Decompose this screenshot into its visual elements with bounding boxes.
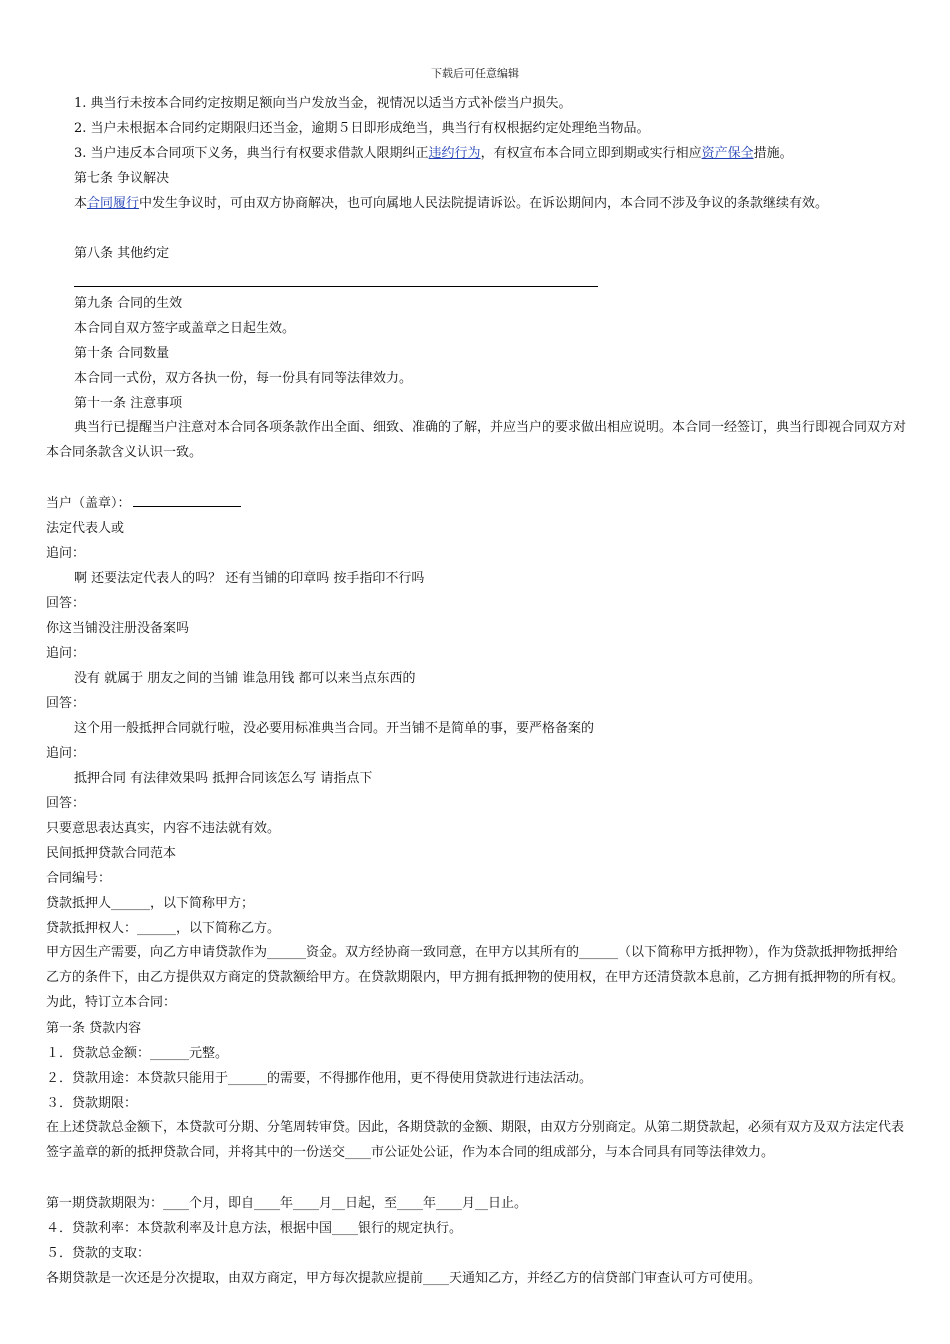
party-a: 贷款抵押人______，以下简称甲方； (46, 896, 255, 911)
section-7-title: 第七条 争议解决 (74, 171, 170, 186)
first-term: 第一期贷款期限为：____个月，即自____年____月__日起，至____年____月__日止。 (46, 1196, 528, 1211)
answer-label: 回答： (46, 796, 86, 811)
clause-line-2: 2. 当户未根据本合同约定期限归还当金，逾期５日即形成绝当，典当行有权根据约定处理绝当物品。 (74, 121, 650, 136)
fill-in-rule (74, 286, 598, 287)
asset-preservation-link[interactable]: 资产保全 (701, 146, 754, 161)
answer-text: 只要意思表达真实，内容不违法就有效。 (46, 821, 281, 836)
text-segment: 中发生争议时，可由双方协商解决，也可向属地人民法院提请诉讼。在诉讼期间内，本合同不涉及争议的条款继续有效。 (139, 196, 829, 211)
section-11-title: 第十一条 注意事项 (74, 396, 183, 411)
answer-text: 这个用一般抵押合同就行啦，没必要用标准典当合同。开当铺不是简单的事，要严格备案的 (74, 721, 595, 736)
legal-rep-label: 法定代表人或 (46, 521, 125, 536)
preamble-paragraph: 甲方因生产需要，向乙方申请贷款作为______资金。双方经协商一致同意，在甲方以其所有的______（以下简称甲方抵押物），作为贷款抵押物抵押给乙方的条件下，由乙方提供双方商定的贷款额给甲方。在贷款期限内，甲方拥有抵押物的使用权，在甲方还清贷款本息前，乙方拥有抵押物的所有权。为此，特订立本合同： (46, 945, 905, 1010)
answer-label: 回答： (46, 696, 86, 711)
interest-rate: ４．贷款利率：本贷款利率及计息方法，根据中国____银行的规定执行。 (46, 1221, 463, 1236)
answer-text: 你这当铺没注册没备案吗 (46, 621, 190, 636)
withdrawal-title: ５．贷款的支取： (46, 1246, 151, 1261)
section-8-title: 第八条 其他约定 (74, 246, 170, 261)
page-header: 下载后可任意编辑 (431, 67, 519, 80)
text-segment: 3. 当户违反本合同项下义务，典当行有权要求借款人限期纠正 (74, 146, 429, 161)
section-9-text: 本合同自双方签字或盖章之日起生效。 (74, 321, 296, 336)
section-7-text (74, 194, 828, 214)
signature-line (46, 494, 241, 514)
signature-label: 当户（盖章）： (46, 496, 131, 511)
contract-title: 民间抵押贷款合同范本 (46, 846, 177, 861)
withdrawal-text: 各期贷款是一次还是分次提取，由双方商定，甲方每次提款应提前____天通知乙方，并经乙方的信贷部门审查认可方可使用。 (46, 1271, 762, 1286)
text-segment: 措施。 (753, 146, 793, 161)
follow-up-text: 抵押合同 有法律效果吗 抵押合同该怎么写 请指点下 (74, 771, 373, 786)
follow-up-text: 啊 还要法定代表人的吗？ 还有当铺的印章吗 按手指印不行吗 (74, 571, 425, 586)
follow-up-label: 追问： (46, 746, 86, 761)
loan-amount: １．贷款总金额：______元整。 (46, 1046, 229, 1061)
section-10-title: 第十条 合同数量 (74, 346, 170, 361)
section-11-text: 典当行已提醒当户注意对本合同各项条款作出全面、细致、准确的了解，并应当户的要求做出相应说明。本合同一经签订，典当行即视合同双方对本合同条款含义认识一致。 (46, 420, 907, 460)
signature-blank (133, 494, 241, 507)
clause-line-3 (74, 144, 793, 164)
party-b: 贷款抵押权人：______，以下简称乙方。 (46, 921, 281, 936)
section-10-text: 本合同一式份，双方各执一份，每一份具有同等法律效力。 (74, 371, 413, 386)
text-segment: ，有权宣布本合同立即到期或实行相应 (480, 146, 702, 161)
loan-purpose: ２．贷款用途：本贷款只能用于______的需要，不得挪作他用，更不得使用贷款进行违法活动。 (46, 1071, 593, 1086)
clause-line-1: 1. 典当行未按本合同约定按期足额向当户发放当金，视情况以适当方式补偿当户损失。 (74, 96, 572, 111)
follow-up-text: 没有 就属于 朋友之间的当铺 谁急用钱 都可以来当点东西的 (74, 671, 416, 686)
follow-up-label: 追问： (46, 546, 86, 561)
article-1-title: 第一条 贷款内容 (46, 1021, 142, 1036)
answer-label: 回答： (46, 596, 86, 611)
contract-performance-link[interactable]: 合同履行 (87, 196, 140, 211)
loan-term-title: ３．贷款期限： (46, 1096, 138, 1111)
contract-number: 合同编号： (46, 871, 112, 886)
section-9-title: 第九条 合同的生效 (74, 296, 183, 311)
loan-term-paragraph: 在上述贷款总金额下，本贷款可分期、分笔周转审贷。因此，各期贷款的金额、期限，由双方分别商定。从第二期贷款起，必须有双方及双方法定代表签字盖章的新的抵押贷款合同，并将其中的一份送交____市公证处公证，作为本合同的组成部分，与本合同具有同等法律效力。 (46, 1120, 905, 1160)
breach-link[interactable]: 违约行为 (428, 146, 481, 161)
follow-up-label: 追问： (46, 646, 86, 661)
text-segment: 本 (74, 196, 88, 211)
